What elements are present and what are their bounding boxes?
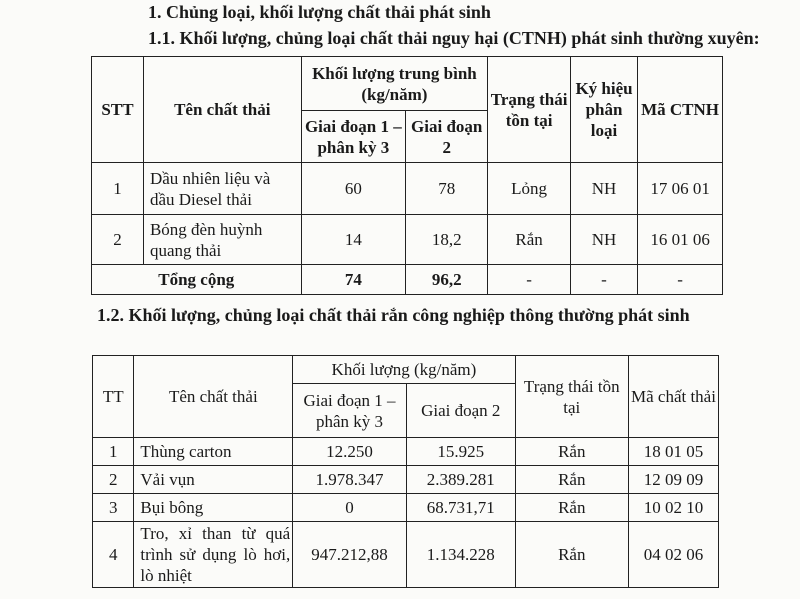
col-mass: Khối lượng (kg/năm) [293, 356, 515, 384]
cell-name: Thùng carton [134, 438, 293, 466]
cell-code: 17 06 01 [638, 163, 723, 215]
col-phase1: Giai đoạn 1 – phân kỳ 3 [293, 384, 407, 438]
cell-phase1: 1.978.347 [293, 466, 407, 494]
cell-state: Rắn [515, 466, 628, 494]
col-code: Mã chất thải [628, 356, 718, 438]
col-state: Trạng thái tồn tại [488, 57, 571, 163]
col-state: Trạng thái tồn tại [515, 356, 628, 438]
cell-state: Rắn [515, 438, 628, 466]
cell-state: Rắn [515, 494, 628, 522]
table-row [93, 522, 719, 588]
cell-code: 12 09 09 [628, 466, 718, 494]
cell-code: 10 02 10 [628, 494, 718, 522]
cell-name: Tro, xỉ than từ quá trình sử dụng lò hơi, lò nhiệt [134, 522, 293, 588]
cell-phase1: 947.212,88 [293, 522, 407, 588]
total-state: - [488, 265, 571, 295]
col-stt: STT [92, 57, 144, 163]
hazardous-waste-table [91, 56, 723, 295]
cell-name: Bóng đèn huỳnh quang thải [143, 215, 301, 265]
col-symbol: Ký hiệu phân loại [570, 57, 637, 163]
subsection-heading-hazardous: 1.1. Khối lượng, chủng loại chất thải nguy hại (CTNH) phát sinh thường xuyên: [148, 28, 760, 48]
total-symbol: - [570, 265, 637, 295]
cell-tt: 2 [93, 466, 134, 494]
section-heading: 1. Chủng loại, khối lượng chất thải phát sinh [148, 2, 491, 22]
cell-code: 18 01 05 [628, 438, 718, 466]
cell-tt: 3 [93, 494, 134, 522]
col-phase2: Giai đoạn 2 [406, 384, 515, 438]
cell-symbol: NH [570, 215, 637, 265]
col-name: Tên chất thải [134, 356, 293, 438]
cell-name: Bụi bông [134, 494, 293, 522]
cell-stt: 1 [92, 163, 144, 215]
total-row [92, 265, 723, 295]
table-row [93, 466, 719, 494]
total-phase2: 96,2 [406, 265, 488, 295]
cell-phase1: 0 [293, 494, 407, 522]
cell-phase2: 68.731,71 [406, 494, 515, 522]
solid-waste-table [92, 355, 719, 588]
cell-name: Dầu nhiên liệu và dầu Diesel thải [143, 163, 301, 215]
cell-name: Vải vụn [134, 466, 293, 494]
cell-state: Rắn [488, 215, 571, 265]
cell-phase2: 2.389.281 [406, 466, 515, 494]
cell-tt: 1 [93, 438, 134, 466]
total-code: - [638, 265, 723, 295]
cell-phase1: 14 [301, 215, 406, 265]
table-row [92, 215, 723, 265]
col-phase2: Giai đoạn 2 [406, 111, 488, 163]
cell-phase1: 12.250 [293, 438, 407, 466]
col-tt: TT [93, 356, 134, 438]
cell-phase2: 1.134.228 [406, 522, 515, 588]
total-label: Tổng cộng [92, 265, 302, 295]
col-mass: Khối lượng trung bình (kg/năm) [301, 57, 488, 111]
table-row [93, 494, 719, 522]
col-phase1: Giai đoạn 1 – phân kỳ 3 [301, 111, 406, 163]
cell-phase1: 60 [301, 163, 406, 215]
table-row [92, 163, 723, 215]
total-phase1: 74 [301, 265, 406, 295]
cell-code: 16 01 06 [638, 215, 723, 265]
subsection-heading-solid: 1.2. Khối lượng, chủng loại chất thải rắn công nghiệp thông thường phát sinh [97, 305, 690, 325]
cell-symbol: NH [570, 163, 637, 215]
cell-state: Lỏng [488, 163, 571, 215]
cell-code: 04 02 06 [628, 522, 718, 588]
cell-phase2: 15.925 [406, 438, 515, 466]
cell-stt: 2 [92, 215, 144, 265]
col-name: Tên chất thải [143, 57, 301, 163]
cell-phase2: 78 [406, 163, 488, 215]
cell-phase2: 18,2 [406, 215, 488, 265]
cell-state: Rắn [515, 522, 628, 588]
table-row [93, 438, 719, 466]
col-code: Mã CTNH [638, 57, 723, 163]
cell-tt: 4 [93, 522, 134, 588]
